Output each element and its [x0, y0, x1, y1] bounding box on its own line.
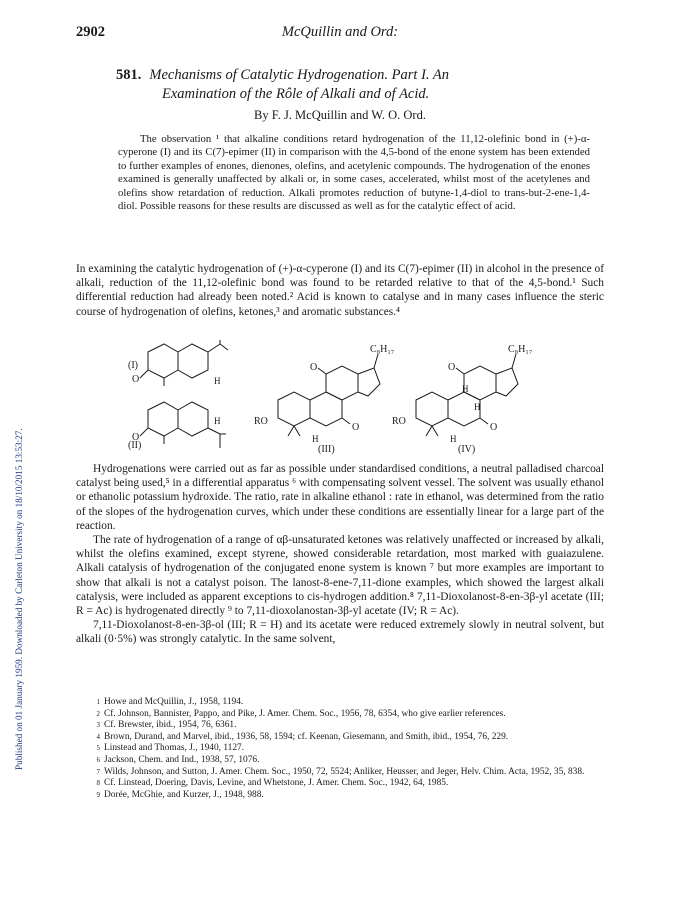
- footnote-text: Wilds, Johnson, and Sutton, J. Amer. Chem. Soc., 1950, 72, 5524; Anliker, Heusser, and Jeger, Helv. Chim. Acta, 1952, 35, 838.: [104, 766, 585, 777]
- h-III: H: [312, 434, 319, 444]
- structure-III: [278, 354, 380, 436]
- ro-IV: RO: [392, 416, 406, 427]
- footnote: [76, 720, 604, 732]
- footnote-text: Brown, Durand, and Marvel, ibid., 1936, 58, 1594; cf. Keenan, Giesemann, and Smith, ibid., 1954, 76, 229.: [104, 731, 509, 742]
- abstract: [118, 133, 590, 213]
- footnote-mark: 3: [96, 721, 100, 730]
- paragraph-3: The rate of hydrogenation of a range of αβ-unsaturated ketones was relatively unaffected or increased by alkali, whilst the olefins examined, except styrene, showed considerable retardation, most marked with guaiazulene. Alkali catalysis of hydrogenation of the conjugated enone system is known ⁷ but more examples are important to show that alkali is not a catalyst poison. The lanost-8-ene-7,11-dione examples, which showed the largest alkali catalysis, were included as apparent exceptions to cis-hydrogen addition.⁸ 7,11-Dioxolanost-8-en-3β-yl acetate (III; R = Ac) is hydrogenated directly ⁹ to 7,11-dioxolanostan-3β-yl acetate (IV; R = Ac).: [76, 534, 604, 618]
- o-III-bottom: O: [352, 422, 360, 433]
- h-IV-b: H: [474, 402, 481, 412]
- paragraph-2: Hydrogenations were carried out as far as possible under standardised conditions, a neutral palladised charcoal catalyst being used,⁵ in a differential apparatus ⁶ with compensating solvent vessel. The solvent was usually ethanol or ethanolic potassium hydroxide. The ratio, rate in alkaline ethanol : rate in ethanol, was determined from the ratio of the slopes of the hydrogenation curves, which under these conditions are essentially linear for a large part of the reaction.: [76, 463, 604, 532]
- o-III-top: O: [310, 362, 318, 373]
- footnote-mark: 6: [96, 755, 100, 764]
- label-II: (II): [128, 440, 142, 451]
- page-number: 2902: [76, 24, 105, 40]
- label-III: (III): [318, 444, 335, 455]
- title-line-2: Examination of the Rôle of Alkali and of Acid.: [162, 86, 430, 102]
- footnote-text: Howe and McQuillin, J., 1958, 1194.: [104, 697, 244, 707]
- paragraph-1: In examining the catalytic hydrogenation of (+)-α-cyperone (I) and its C(7)-epimer (II) in alcohol in the presence of alkali, reduction of the 11,12-olefinic bond was found to be retarded relative to that of the 4,5-bond.¹ Such differential reduction had already been noted.² Acid is known to catalyse and in many cases influence the steric course of hydrogenation of olefins, ketones,³ and aromatic substances.⁴: [76, 263, 604, 318]
- paragraph-4: 7,11-Dioxolanost-8-en-3β-ol (III; R = H) and its acetate were reduced extremely slowly in neutral solvent, but alkali (0·5%) was strongly catalytic. In the same solvent,: [76, 619, 604, 646]
- footnote-mark: 7: [96, 767, 100, 776]
- substituent-III: C₈H₁₇: [370, 344, 395, 355]
- h-IV-a: H: [462, 384, 469, 394]
- authors: By F. J. McQuillin and W. O. Ord.: [254, 108, 426, 122]
- h-II: H: [214, 416, 221, 426]
- label-I: (I): [128, 360, 138, 371]
- running-head: McQuillin and Ord:: [281, 24, 399, 40]
- footnotes: [76, 697, 604, 801]
- label-IV: (IV): [458, 444, 476, 455]
- footnote-text: Cf. Johnson, Bannister, Pappo, and Pike, J. Amer. Chem. Soc., 1956, 78, 6354, who give earlier references.: [104, 708, 506, 719]
- footnote-mark: 5: [96, 744, 100, 753]
- substituent-IV: C₈H₁₇: [508, 344, 533, 355]
- article-number: 581.: [116, 67, 142, 83]
- download-notice: Published on 01 January 1959. Downloaded by Carleton University on 18/10/2015 13:53:27.: [14, 428, 24, 770]
- footnote: [76, 697, 604, 709]
- footnote: [76, 790, 604, 802]
- footnote: [76, 755, 604, 767]
- ro-III: RO: [254, 416, 268, 427]
- o-I: O: [132, 374, 140, 385]
- footnote-text: Cf. Linstead, Doering, Davis, Levine, and Whetstone, J. Amer. Chem. Soc., 1942, 64, 1985.: [104, 778, 449, 789]
- footnote-text: Cf. Brewster, ibid., 1954, 76, 6361.: [104, 720, 237, 731]
- footnote-text: Jackson, Chem. and Ind., 1938, 57, 1076.: [104, 754, 260, 765]
- footnote: [76, 767, 604, 779]
- article-title: [116, 66, 602, 104]
- footnote-mark: 2: [96, 709, 100, 718]
- intro-paragraph: [76, 262, 604, 319]
- footnote: [76, 778, 604, 790]
- structure-IV: [416, 354, 518, 436]
- chemical-structures: [112, 340, 592, 458]
- footnote-text: Dorée, McGhie, and Kurzer, J., 1948, 988.: [104, 789, 264, 800]
- h-I: H: [214, 376, 221, 386]
- abstract-text: The observation ¹ that alkaline conditions retard hydrogenation of the 11,12-olefinic bond in (+)-α-cyperone (I) and its C(7)-epimer (II) in comparison with the 4,5-bond of the enone system has been extended to further examples of enones, dienones, olefins, and acetylenic compounds. The hydrogenation of the enones examined is generally unaffected by alkali or, in some cases, accelerated, whilst most of the acetylenes and olefins show retardation of reduction. Alkali promotes reduction of butyne-1,4-diol to trans-but-2-ene-1,4-diol. Possible reasons for these results are discussed as well as for the catalytic effect of acid.: [118, 133, 590, 213]
- footnote-mark: 4: [96, 732, 100, 741]
- h-IV-bottom: H: [450, 434, 457, 444]
- o-II: O: [132, 432, 140, 443]
- main-body: [76, 462, 604, 647]
- footnote: [76, 709, 604, 721]
- footnote-mark: 8: [96, 779, 100, 788]
- footnote-mark: 1: [96, 698, 100, 706]
- title-line-1: Mechanisms of Catalytic Hydrogenation. Part I. An: [149, 67, 450, 83]
- o-IV-top: O: [448, 362, 456, 373]
- footnote: [76, 732, 604, 744]
- o-IV-bottom: O: [490, 422, 498, 433]
- footnote-text: Linstead and Thomas, J., 1940, 1127.: [104, 743, 245, 754]
- download-watermark: [2, 150, 24, 770]
- footnote-mark: 9: [96, 790, 100, 799]
- footnote: [76, 743, 604, 755]
